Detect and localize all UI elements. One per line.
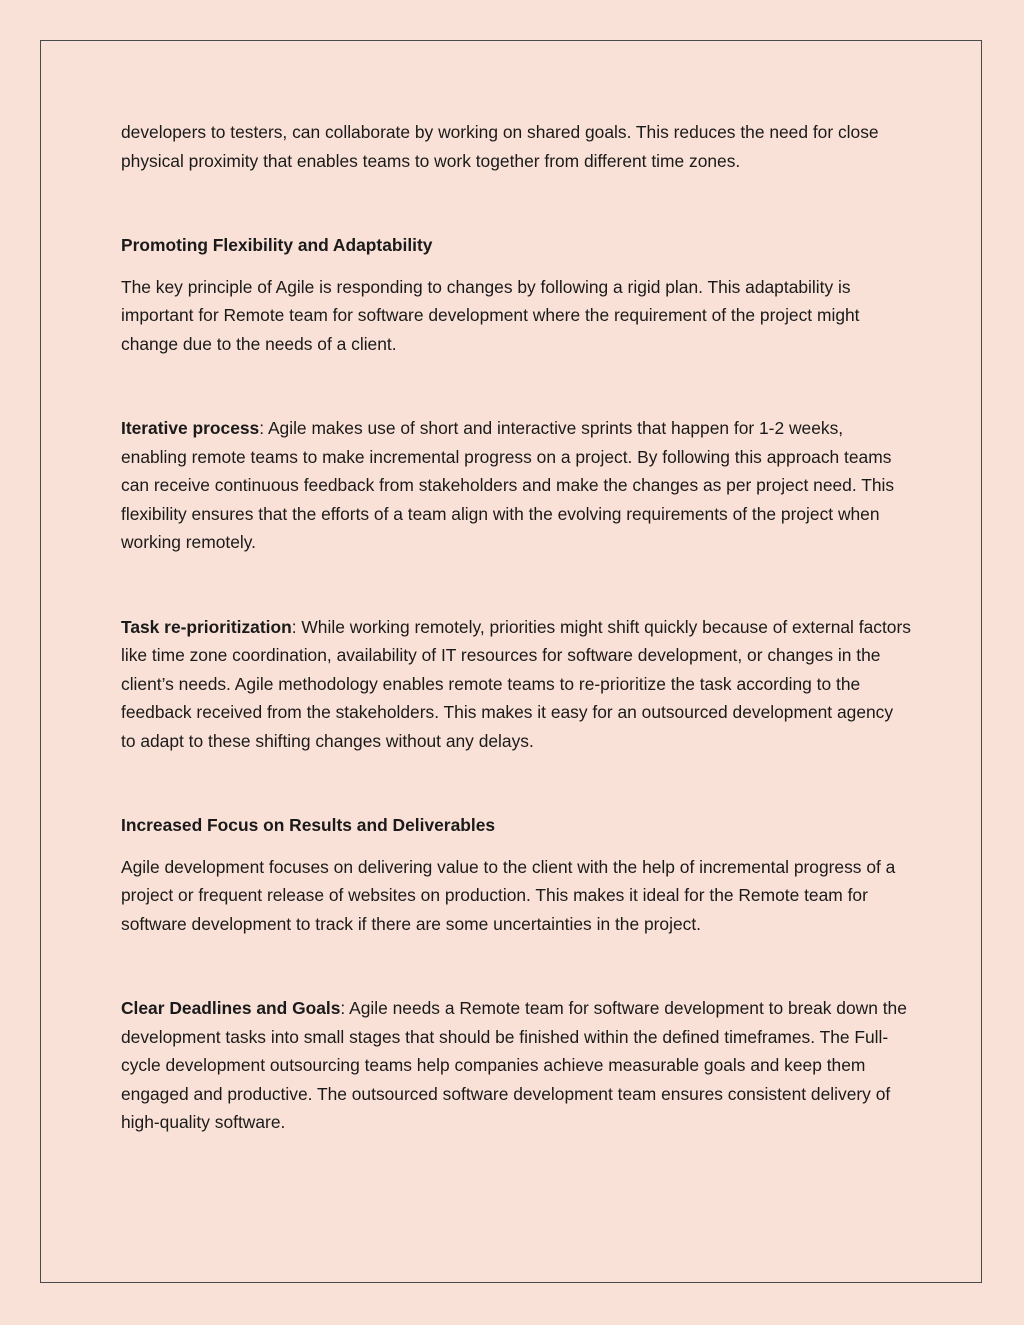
section-heading-flexibility: Promoting Flexibility and Adaptability: [121, 235, 433, 255]
deadlines-goals-text: : Agile needs a Remote team for software development to break down the development tasks into small stages that should be finished within the defined timeframes. The Full-cycle development outsourcing teams help companies achieve measurable goals and keep them engaged and productive. The outsourced software development team ensures consistent delivery of high-quality software.: [121, 998, 907, 1132]
results-paragraph: Agile development focuses on delivering value to the client with the help of incremental progress of a project or frequent release of websites on production. This makes it ideal for the Remote team for software development to track if there are some uncertainties in the project.: [121, 856, 896, 934]
section-heading-results: Increased Focus on Results and Deliverables: [121, 815, 496, 835]
iterative-process-term: Iterative process: [121, 418, 260, 438]
flexibility-paragraph: The key principle of Agile is responding to changes by following a rigid plan. This adaptability is important for Remote team for software development where the requirement of the project might change due to the needs of a client.: [121, 276, 860, 354]
deadlines-goals-term: Clear Deadlines and Goals: [121, 998, 341, 1018]
task-reprioritization-text: : While working remotely, priorities might shift quickly because of external factors like time zone coordination, availability of IT resources for software development, or changes in the client’s needs. Agile methodology enables remote teams to re-prioritize the task according to the feedback received from the stakeholders. This makes it easy for an outsourced development agency to adapt to these shifting changes without any delays.: [121, 616, 911, 751]
iterative-process-text: : Agile makes use of short and interactive sprints that happen for 1-2 weeks, enabling remote teams to make incremental progress on a project. By following this approach teams can receive continuous feedback from stakeholders and make the changes as per project need. This flexibility ensures that the efforts of a team align with the evolving requirements of the project when working remotely.: [121, 418, 895, 552]
deadlines-goals-paragraph: [121, 994, 911, 1137]
document-content: [121, 118, 911, 1137]
task-reprioritization-paragraph: [121, 613, 911, 756]
intro-paragraph: developers to testers, can collaborate by working on shared goals. This reduces the need for close physical proximity that enables teams to work together from different time zones.: [121, 122, 879, 171]
task-reprioritization-term: Task re-prioritization: [121, 616, 292, 637]
iterative-process-paragraph: [121, 414, 911, 557]
